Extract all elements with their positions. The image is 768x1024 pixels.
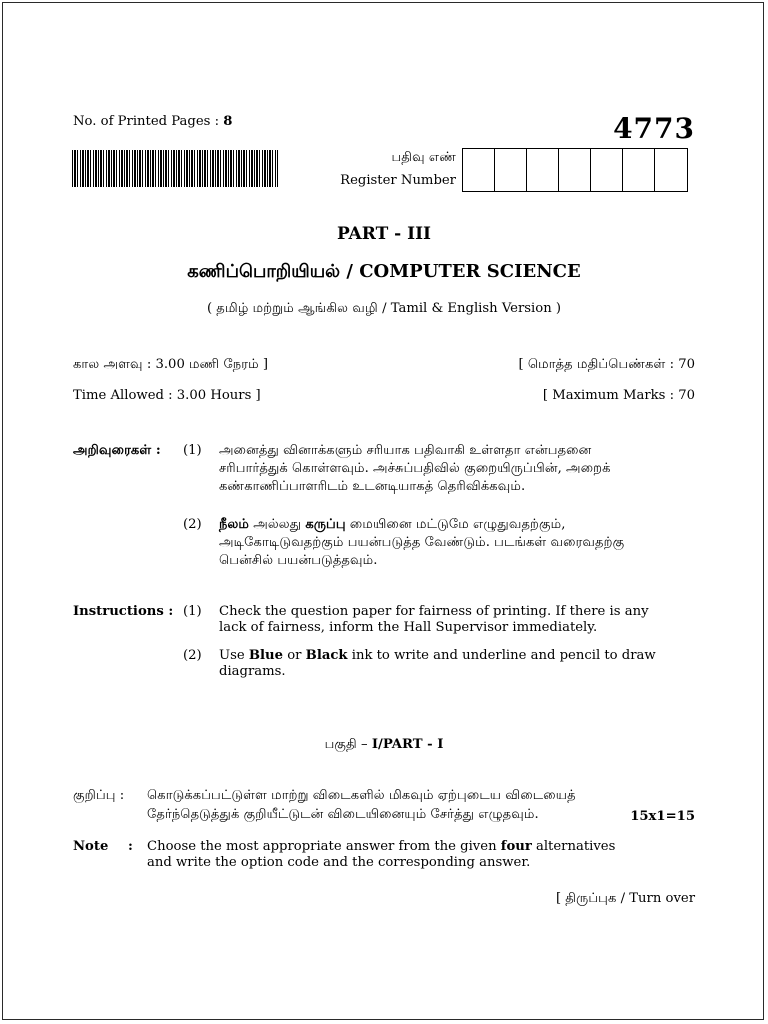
register-label-tamil: பதிவு எண் <box>391 150 456 165</box>
instruction-line: சரிபார்த்துக் கொள்ளவும். அச்சுப்பதிவில் குறையிருப்பின், அறைக் <box>219 461 611 476</box>
note-line <box>147 839 695 855</box>
section-english: I/PART - I <box>371 737 444 752</box>
instruction-line: பென்சில் பயன்படுத்தவும். <box>219 553 378 568</box>
instruction-line: Check the question paper for fairness of printing. If there is any <box>219 604 649 619</box>
time-tamil: கால அளவு : 3.00 மணி நேரம் ] <box>73 357 269 372</box>
instruction-text: or <box>283 648 306 663</box>
note-english-colon: : <box>128 839 133 854</box>
note-marks: 15x1=15 <box>630 809 695 824</box>
printed-pages <box>73 114 232 129</box>
ink-black: Black <box>305 648 348 663</box>
subject-title <box>0 261 768 284</box>
instructions-tamil-label: அறிவுரைகள் : <box>73 443 161 458</box>
note-line: கொடுக்கப்பட்டுள்ள மாற்று விடைகளில் மிகவும் ஏற்புடைய விடையைத் <box>147 788 576 803</box>
instruction-text: Use <box>219 648 249 663</box>
note-text: Choose the most appropriate answer from the given <box>147 839 501 854</box>
note-english-label: Note <box>73 839 109 854</box>
note-four: four <box>500 839 532 854</box>
note-line: and write the option code and the corresponding answer. <box>147 855 531 870</box>
subject-title-tamil: கணிப்பொறியியல் / <box>187 261 353 282</box>
note-tamil <box>147 788 695 823</box>
printed-pages-label: No. of Printed Pages : <box>73 114 220 129</box>
time-english: Time Allowed : 3.00 Hours ] <box>73 388 261 403</box>
section-heading <box>0 737 768 753</box>
barcode <box>72 150 278 187</box>
ink-black-tamil: கருப்பு <box>305 517 346 532</box>
register-digit-box[interactable] <box>623 149 655 191</box>
subject-title-english: COMPUTER SCIENCE <box>359 261 581 282</box>
instruction-english-1 <box>219 604 695 636</box>
register-digit-box[interactable] <box>655 149 687 191</box>
instruction-line: diagrams. <box>219 664 286 679</box>
register-number-boxes[interactable] <box>462 148 688 192</box>
register-digit-box[interactable] <box>463 149 495 191</box>
section-tamil: பகுதி – <box>324 737 372 752</box>
instruction-line: அனைத்து வினாக்களும் சரியாக பதிவாகி உள்ளதா என்பதனை <box>219 443 592 458</box>
note-text: alternatives <box>531 839 616 854</box>
ink-blue-tamil: நீலம் <box>219 517 250 532</box>
instruction-tamil-1 <box>219 443 695 495</box>
instruction-english-2 <box>219 648 695 680</box>
register-digit-box[interactable] <box>559 149 591 191</box>
instruction-text: அல்லது <box>249 517 306 532</box>
instruction-line <box>219 648 695 664</box>
instruction-line: lack of fairness, inform the Hall Supervisor immediately. <box>219 620 598 635</box>
version-line: ( தமிழ் மற்றும் ஆங்கில வழி / Tamil & English Version ) <box>206 301 562 316</box>
instruction-english-num: (1) <box>183 604 202 619</box>
marks-tamil: [ மொத்த மதிப்பெண்கள் : 70 <box>518 357 695 372</box>
instruction-text: ink to write and underline and pencil to draw <box>347 648 656 663</box>
part-title: PART - III <box>337 224 431 244</box>
note-english <box>147 839 695 871</box>
paper-code: 4773 <box>613 112 695 145</box>
instruction-tamil-num: (1) <box>183 443 202 458</box>
turn-over: [ திருப்புக / Turn over <box>555 891 695 906</box>
instruction-line: கண்காணிப்பாளரிடம் உடனடியாகத் தெரிவிக்கவும். <box>219 479 526 494</box>
register-label-english: Register Number <box>340 173 456 188</box>
register-digit-box[interactable] <box>591 149 623 191</box>
ink-blue: Blue <box>248 648 284 663</box>
instruction-tamil-num: (2) <box>183 517 202 532</box>
instructions-english-label: Instructions : <box>73 604 174 619</box>
marks-english: [ Maximum Marks : 70 <box>542 388 695 403</box>
instruction-text: மையினை மட்டுமே எழுதுவதற்கும், <box>345 517 566 532</box>
instruction-line: அடிகோடிடுவதற்கும் பயன்படுத்த வேண்டும். படங்கள் வரைவதற்கு <box>219 535 625 550</box>
printed-pages-value: 8 <box>223 114 233 129</box>
register-digit-box[interactable] <box>527 149 559 191</box>
note-tamil-label: குறிப்பு : <box>73 788 125 803</box>
register-digit-box[interactable] <box>495 149 527 191</box>
instruction-english-num: (2) <box>183 648 202 663</box>
instruction-line <box>219 517 695 533</box>
note-line: தேர்ந்தெடுத்துக் குறியீட்டுடன் விடையினையும் சேர்த்து எழுதவும். <box>147 807 539 822</box>
instruction-tamil-2 <box>219 517 695 569</box>
